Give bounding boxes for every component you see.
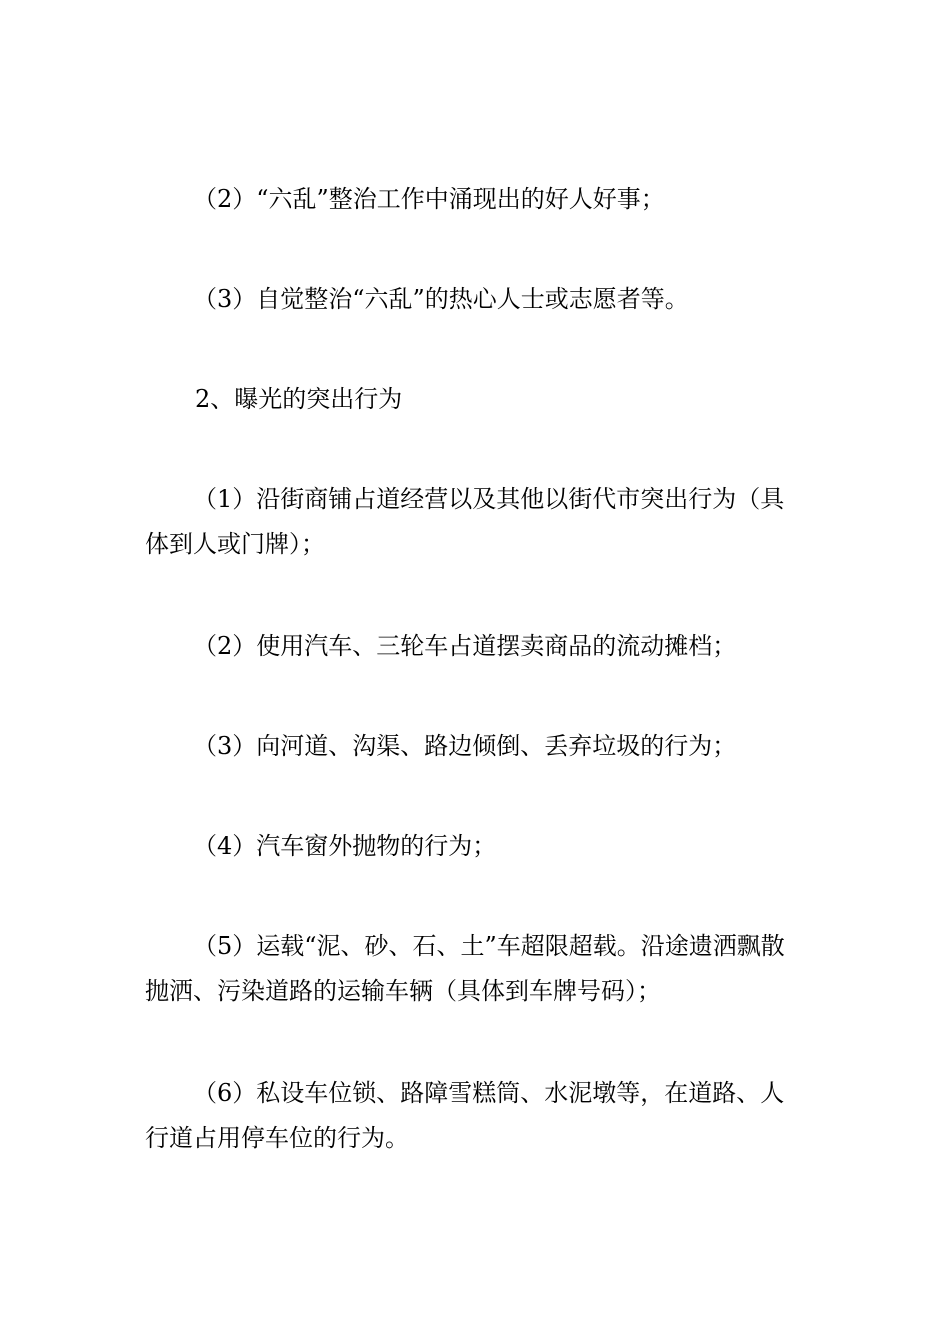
paragraph-dumping-garbage: （3）向河道、沟渠、路边倾倒、丢弃垃圾的行为；	[193, 732, 737, 760]
paragraph-street-shops: （1）沿街商铺占道经营以及其他以街代市突出行为（具体到人或门牌）；	[145, 485, 785, 558]
paragraph-throwing-from-car: （4）汽车窗外抛物的行为；	[193, 832, 497, 860]
section-heading-exposed-behaviors: 2、曝光的突出行为	[195, 385, 403, 413]
paragraph-overloaded-trucks: （5）运载“泥、砂、石、土”车超限超载。沿途遗洒飘散抛洒、污染道路的运输车辆（具体到车牌号码）；	[145, 932, 785, 1005]
paragraph-good-deeds: （2）“六乱”整治工作中涌现出的好人好事；	[193, 185, 665, 213]
paragraph-volunteers: （3）自觉整治“六乱”的热心人士或志愿者等。	[193, 285, 689, 313]
paragraph-mobile-stalls: （2）使用汽车、三轮车占道摆卖商品的流动摊档；	[193, 632, 737, 660]
paragraph-parking-locks: （6）私设车位锁、路障雪糕筒、水泥墩等，在道路、人行道占用停车位的行为。	[145, 1079, 785, 1152]
